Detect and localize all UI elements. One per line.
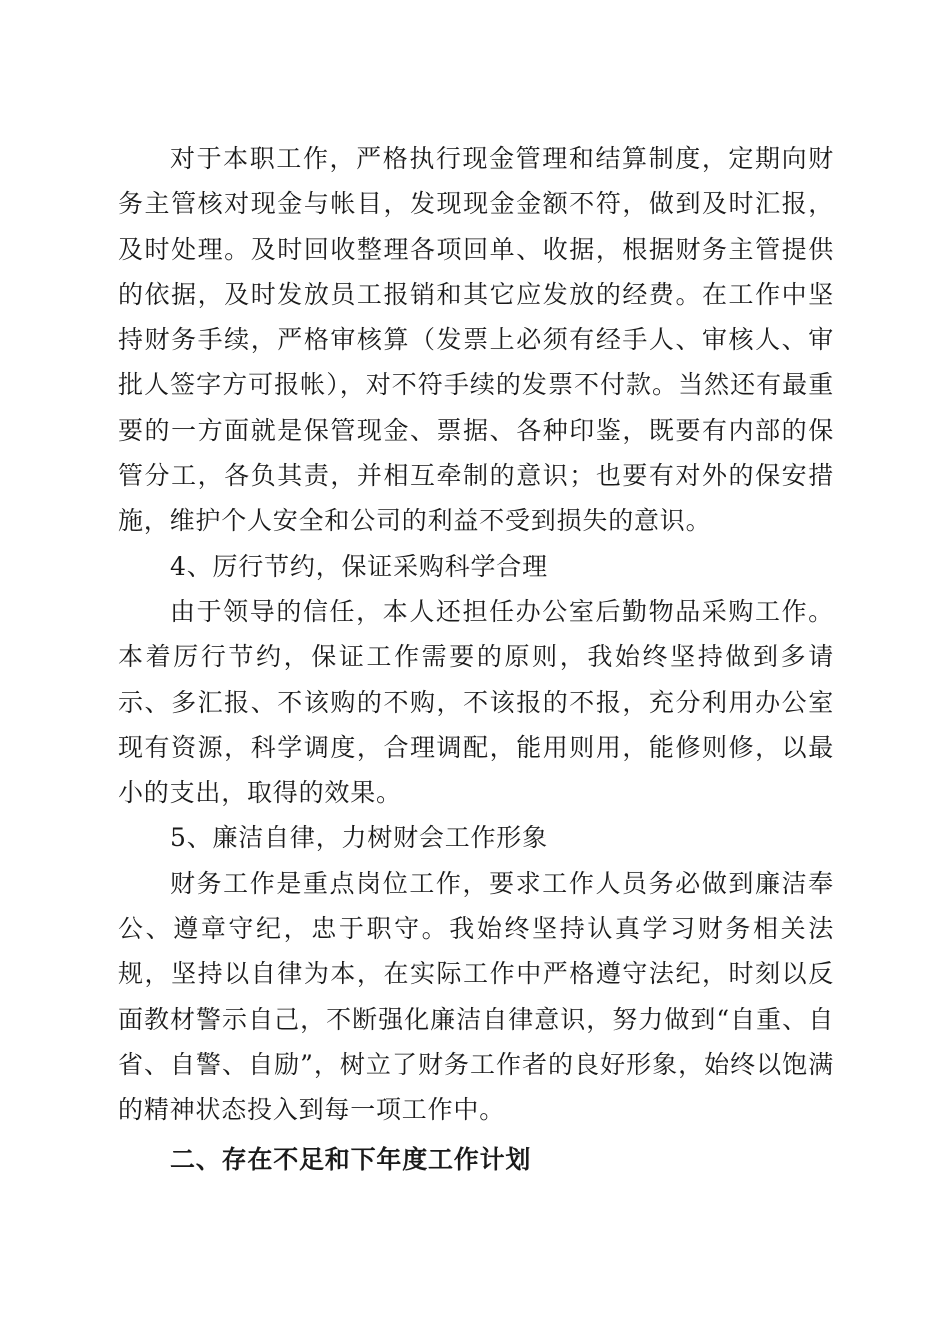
subheading-frugality: 4、厉行节约，保证采购科学合理 bbox=[170, 551, 548, 581]
paragraph-procurement: 由于领导的信任，本人还担任办公室后勤物品采购工作。本着厉行节约，保证工作需要的原则，我始终坚持做到多请示、多汇报、不该购的不购，不该报的不报，充分利用办公室现有资源，科学调度，合理调配，能用则用，能修则修，以最小的支出，取得的效果。 bbox=[118, 596, 834, 808]
subheading-integrity: 5、廉洁自律，力树财会工作形象 bbox=[170, 823, 548, 853]
paragraph-integrity: 财务工作是重点岗位工作，要求工作人员务必做到廉洁奉公、遵章守纪，忠于职守。我始终坚持认真学习财务相关法规，坚持以自律为本，在实际工作中严格遵守法纪，时刻以反面教材警示自己，不断强化廉洁自律意识，努力做到“自重、自省、自警、自励”，树立了财务工作者的良好形象，始终以饱满的精神状态投入到每一项工作中。 bbox=[118, 868, 834, 1125]
paragraph-cash-management: 对于本职工作，严格执行现金管理和结算制度，定期向财务主管核对现金与帐目，发现现金金额不符，做到及时汇报，及时处理。及时回收整理各项回单、收据，根据财务主管提供的依据，及时发放员工报销和其它应发放的经费。在工作中坚持财务手续，严格审核算（发票上必须有经手人、审核人、审批人签字方可报帐），对不符手续的发票不付款。当然还有最重要的一方面就是保管现金、票据、各种印鉴，既要有内部的保管分工，各负其责，并相互牵制的意识；也要有对外的保安措施，维护个人安全和公司的利益不受到损失的意识。 bbox=[118, 144, 834, 536]
section-heading-shortcomings-plan: 二、存在不足和下年度工作计划 bbox=[170, 1144, 532, 1174]
document-body bbox=[118, 136, 834, 1182]
